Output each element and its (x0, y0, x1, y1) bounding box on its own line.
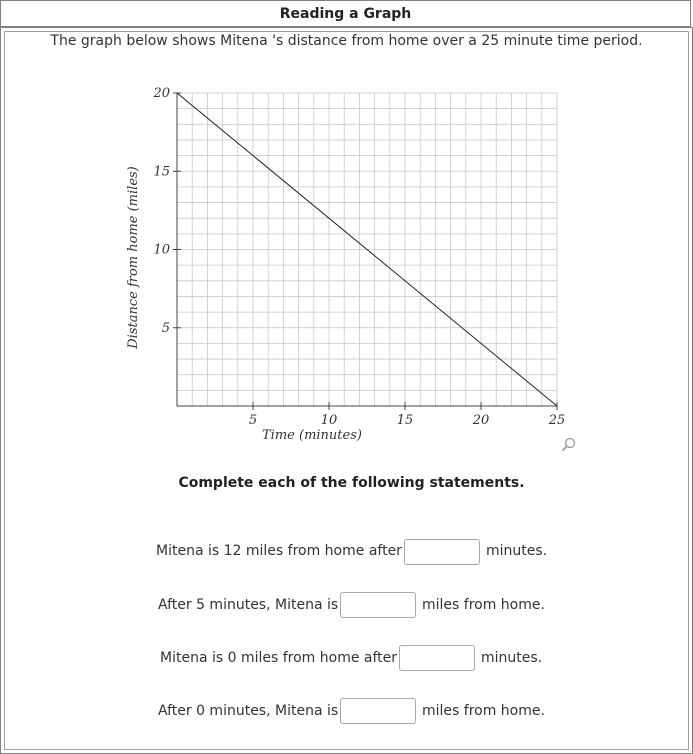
statement-3-text: Mitena is 0 miles from home after (160, 650, 398, 666)
x-tick-label: 20 (472, 413, 490, 428)
distance-time-chart (120, 80, 580, 442)
y-axis-label: Distance from home (miles) (126, 166, 141, 349)
x-tick-label: 25 (548, 413, 566, 428)
statement-3-unit: minutes. (481, 650, 543, 666)
instructions: Complete each of the following statements. (178, 475, 525, 491)
statement-1-unit: minutes. (486, 543, 548, 559)
intro-text: The graph below shows Mitena 's distance from home over a 25 minute time period. (50, 33, 643, 49)
statement-4-answer-input[interactable] (340, 698, 416, 724)
chart-ticks (152, 86, 565, 428)
x-tick-label: 10 (320, 413, 338, 428)
statement-2-unit: miles from home. (422, 597, 545, 613)
x-axis-label: Time (minutes) (262, 428, 362, 442)
statement-3-answer-input[interactable] (399, 645, 475, 671)
statement-4-unit: miles from home. (422, 703, 545, 719)
x-tick-label: 5 (248, 413, 258, 428)
statement-1-answer-input[interactable] (404, 539, 480, 565)
zoom-icon[interactable] (560, 436, 578, 454)
y-tick-label: 10 (153, 242, 170, 258)
y-tick-label: 20 (153, 86, 170, 101)
statement-1-text: Mitena is 12 miles from home after (156, 543, 402, 559)
x-tick-label: 15 (396, 413, 414, 428)
y-tick-label: 15 (153, 164, 170, 180)
statement-2-text: After 5 minutes, Mitena is (158, 597, 339, 613)
page-title: Reading a Graph (0, 0, 691, 27)
statement-4-text: After 0 minutes, Mitena is (158, 703, 339, 719)
y-tick-label: 5 (161, 320, 170, 336)
statement-2-answer-input[interactable] (340, 592, 416, 618)
